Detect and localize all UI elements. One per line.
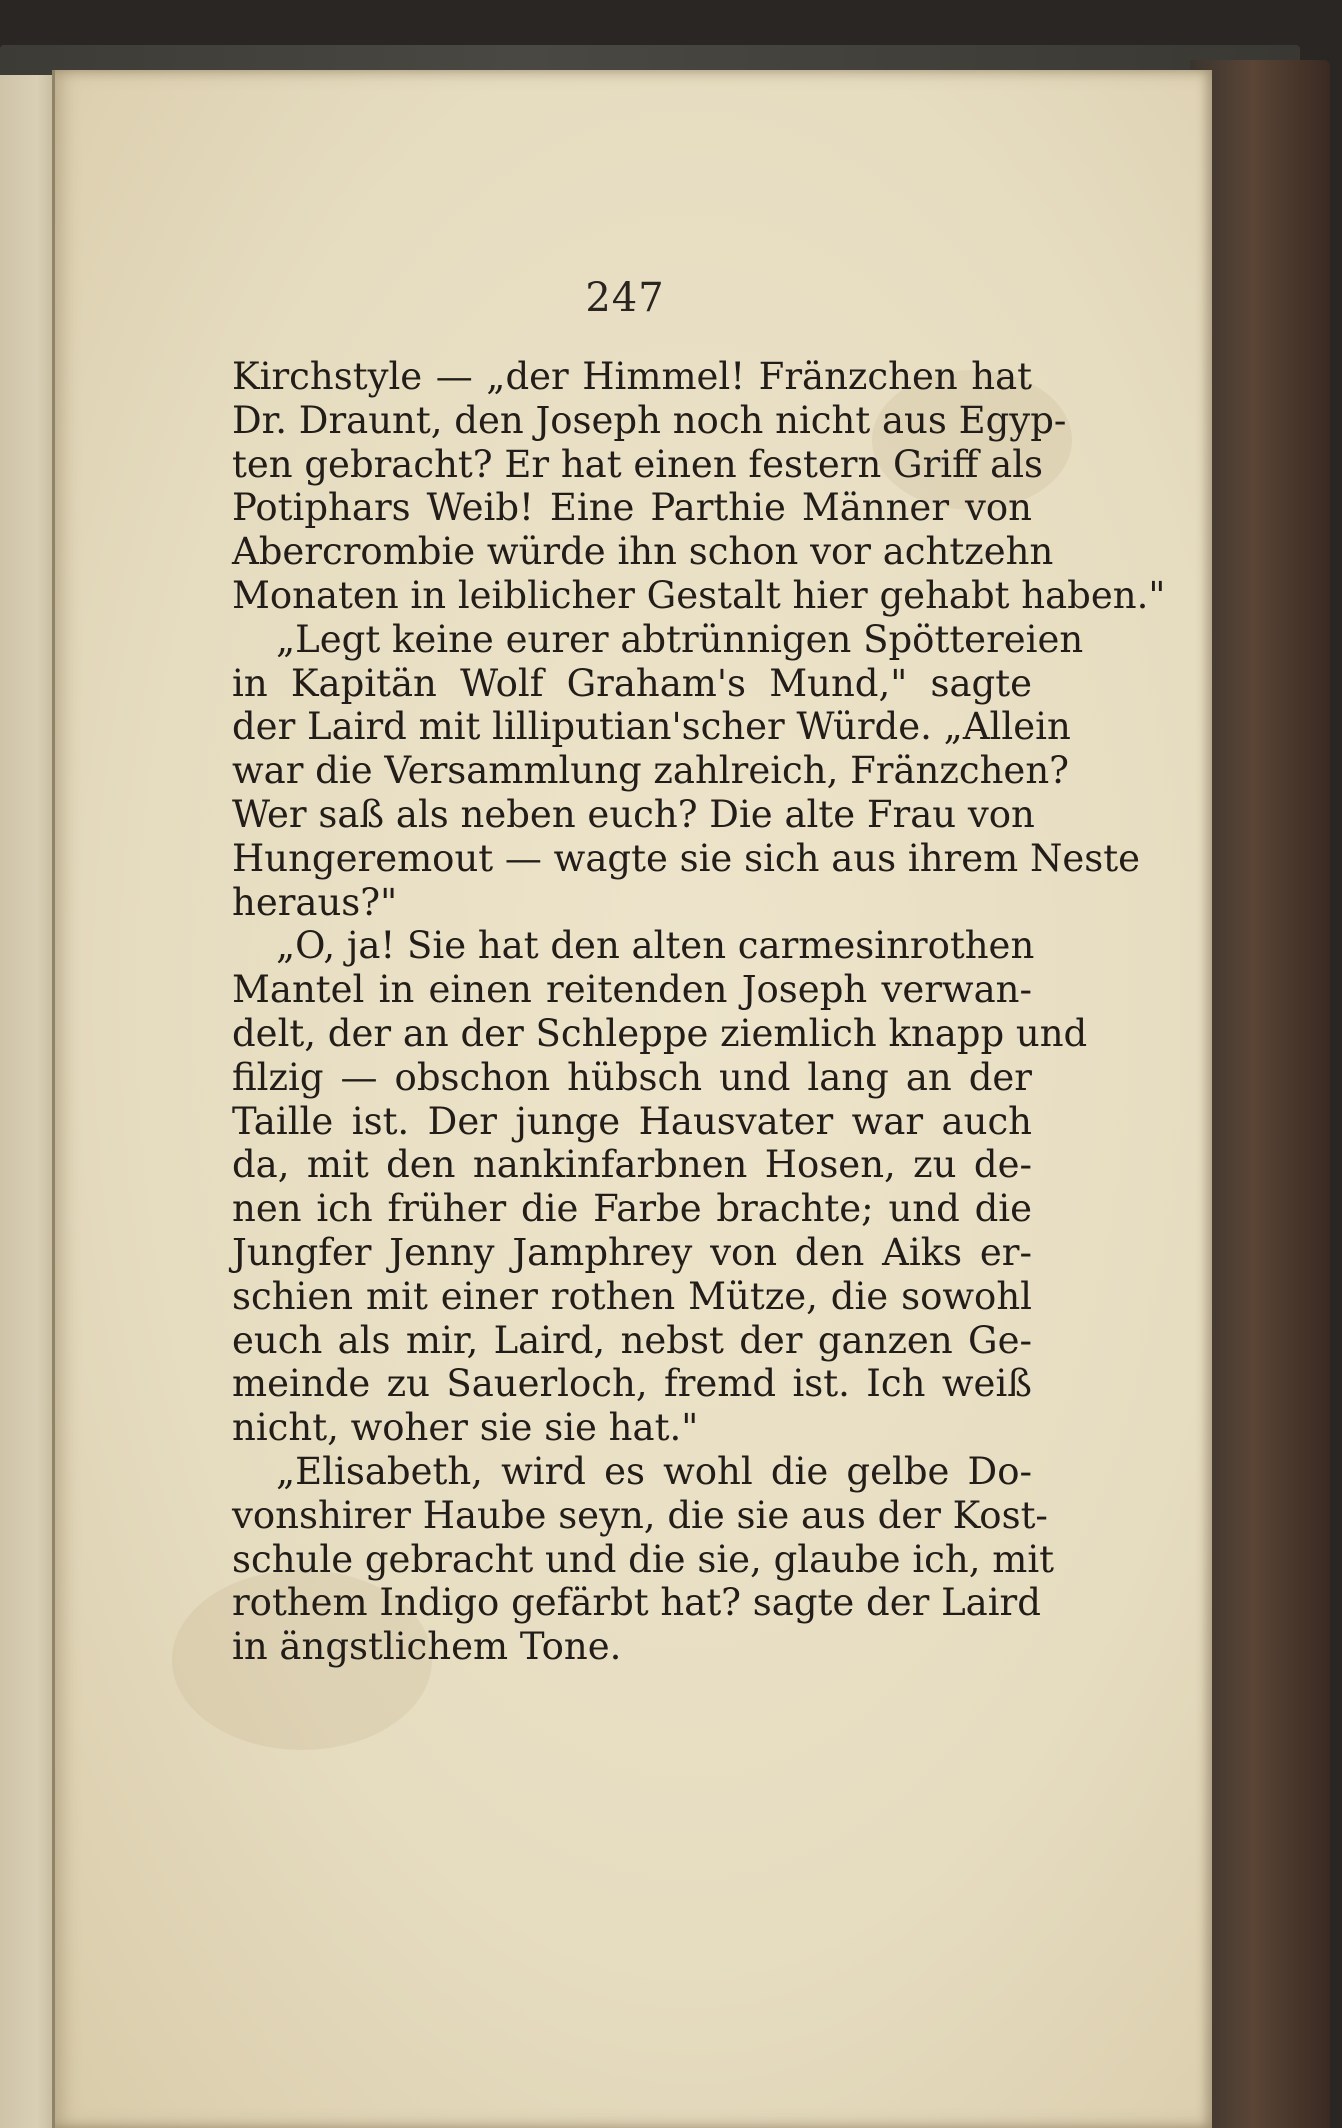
text-line: Dr. Draunt, den Joseph noch nicht aus Egyp-	[232, 398, 1067, 442]
text-line: da, mit den nankinfarbnen Hosen, zu de-	[232, 1143, 1032, 1187]
text-line: Kirchstyle — „der Himmel! Fränzchen hat	[232, 355, 1032, 398]
text-line: filzig — obschon hübsch und lang an der	[232, 1055, 1032, 1099]
text-line: der Laird mit lilliputian'scher Würde. „Allein	[232, 705, 1071, 749]
text-line: ten gebracht? Er hat einen festern Griff als	[232, 442, 1044, 486]
text-line: Hungeremout — wagte sie sich aus ihrem Neste	[232, 836, 1140, 880]
text-line: nicht, woher sie sie hat."	[232, 1406, 699, 1450]
text-line: Wer saß als neben euch? Die alte Frau von	[232, 792, 1035, 836]
text-line: Monaten in leiblicher Gestalt hier gehabt haben."	[232, 573, 1166, 617]
page-number: 247	[585, 275, 665, 321]
text-line: Jungfer Jenny Jamphrey von den Aiks er-	[232, 1230, 1032, 1274]
text-line: war die Versammlung zahlreich, Fränzchen?	[232, 749, 1069, 793]
text-line: Potiphars Weib! Eine Parthie Männer von	[232, 486, 1032, 530]
text-line: nen ich früher die Farbe brachte; und die	[232, 1187, 1032, 1231]
text-line: euch als mir, Laird, nebst der ganzen Ge-	[232, 1318, 1032, 1362]
text-line: „Legt keine eurer abtrünnigen Spöttereien	[276, 617, 1084, 661]
text-line: „O, ja! Sie hat den alten carmesinrothen	[276, 924, 1035, 968]
text-line: rothem Indigo gefärbt hat? sagte der Laird	[232, 1581, 1041, 1625]
text-line: meinde zu Sauerloch, fremd ist. Ich weiß	[232, 1362, 1032, 1406]
text-line: schule gebracht und die sie, glaube ich, mit	[232, 1537, 1055, 1581]
text-line: Taille ist. Der junge Hausvater war auch	[232, 1099, 1032, 1143]
body-text	[232, 355, 1166, 1669]
text-line: Abercrombie würde ihn schon vor achtzehn	[232, 530, 1054, 574]
page-gutter	[52, 70, 55, 2128]
text-line: „Elisabeth, wird es wohl die gelbe Do-	[276, 1449, 1032, 1493]
text-line: in ängstlichem Tone.	[232, 1625, 622, 1669]
text-line: Mantel in einen reitenden Joseph verwan-	[232, 968, 1032, 1012]
text-line: heraus?"	[232, 880, 398, 924]
text-line: delt, der an der Schleppe ziemlich knapp und	[232, 1011, 1088, 1055]
text-line: schien mit einer rothen Mütze, die sowohl	[232, 1274, 1032, 1318]
text-line: in Kapitän Wolf Graham's Mund," sagte	[232, 661, 1032, 705]
text-line: vonshirer Haube seyn, die sie aus der Kost-	[232, 1493, 1048, 1537]
